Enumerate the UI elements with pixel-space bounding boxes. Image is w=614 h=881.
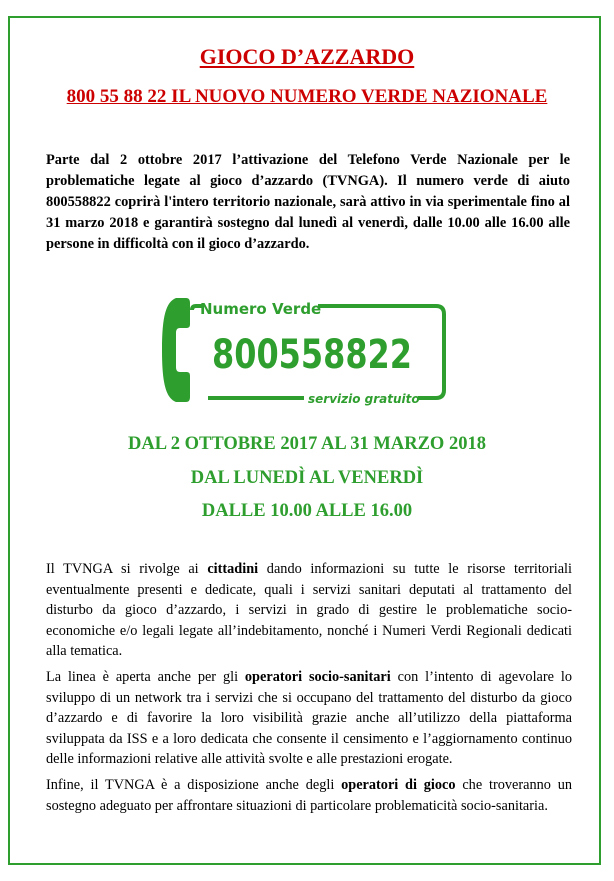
page-subtitle: 800 55 88 22 IL NUOVO NUMERO VERDE NAZIONALE bbox=[66, 86, 548, 107]
paragraph-gaming-operators: Infine, il TVNGA è a disposizione anche degli operatori di gioco che troveranno un sostegno adeguato per affrontare situazioni di particolare problematicità socio-sanitaria. bbox=[46, 777, 572, 814]
schedule-hours: DALLE 10.00 ALLE 16.00 bbox=[201, 501, 413, 521]
schedule-dates: DAL 2 OTTOBRE 2017 AL 31 MARZO 2018 bbox=[128, 434, 486, 454]
bold-cittadini: cittadini bbox=[207, 561, 259, 577]
paragraph-operators: La linea è aperta anche per gli operatori socio-sanitari con l’intento di agevolare lo sviluppo di un network tra i servizi che si occupano del trattamento del disturbo da gioco d’azzardo e di favorire la loro visibilità grazie anche all’utilizzo della piattaforma sviluppata da ISS e a loro dedicata che consente il censimento e l’aggiornamento continuo delle informazioni relative alle attività svolte e alle prestazioni erogate. bbox=[46, 669, 572, 768]
bold-operatori-di-gioco: operatori di gioco bbox=[341, 777, 456, 793]
numero-verde-logo bbox=[162, 292, 452, 410]
logo-number: 800558822 bbox=[212, 332, 412, 378]
bold-operatori-socio-sanitari: operatori socio-sanitari bbox=[244, 669, 391, 685]
intro-paragraph: Parte dal 2 ottobre 2017 l’attivazione del Telefono Verde Nazionale per le problematiche legate al gioco d’azzardo (TVNGA). Il numero verde di aiuto 800558822 coprirà l'intero territorio nazionale, sarà attivo in via sperimentale fino al 31 marzo 2018 e garantirà sostegno dal lunedì al venerdì, dalle 10.00 alle 16.00 alle persone in difficoltà con il gioco d’azzardo. bbox=[46, 152, 570, 252]
paragraph-citizens: Il TVNGA si rivolge ai cittadini dando informazioni su tutte le risorse territoriali eventualmente presenti e dedicate, quali i servizi sanitari deputati al trattamento del disturbo da gioco d’azzardo, i servizi in grado di gestire le problematiche socio-economiche e/o legali legate all’indebitamento, nonché i Numeri Verdi Regionali dedicati alla tematica. bbox=[46, 561, 572, 660]
page-title: GIOCO D’AZZARDO bbox=[199, 44, 415, 69]
logo-label: Numero Verde bbox=[200, 300, 322, 318]
phone-handset-icon bbox=[162, 298, 190, 402]
schedule-days: DAL LUNEDÌ AL VENERDÌ bbox=[190, 468, 424, 488]
logo-tagline: servizio gratuito bbox=[308, 392, 420, 406]
